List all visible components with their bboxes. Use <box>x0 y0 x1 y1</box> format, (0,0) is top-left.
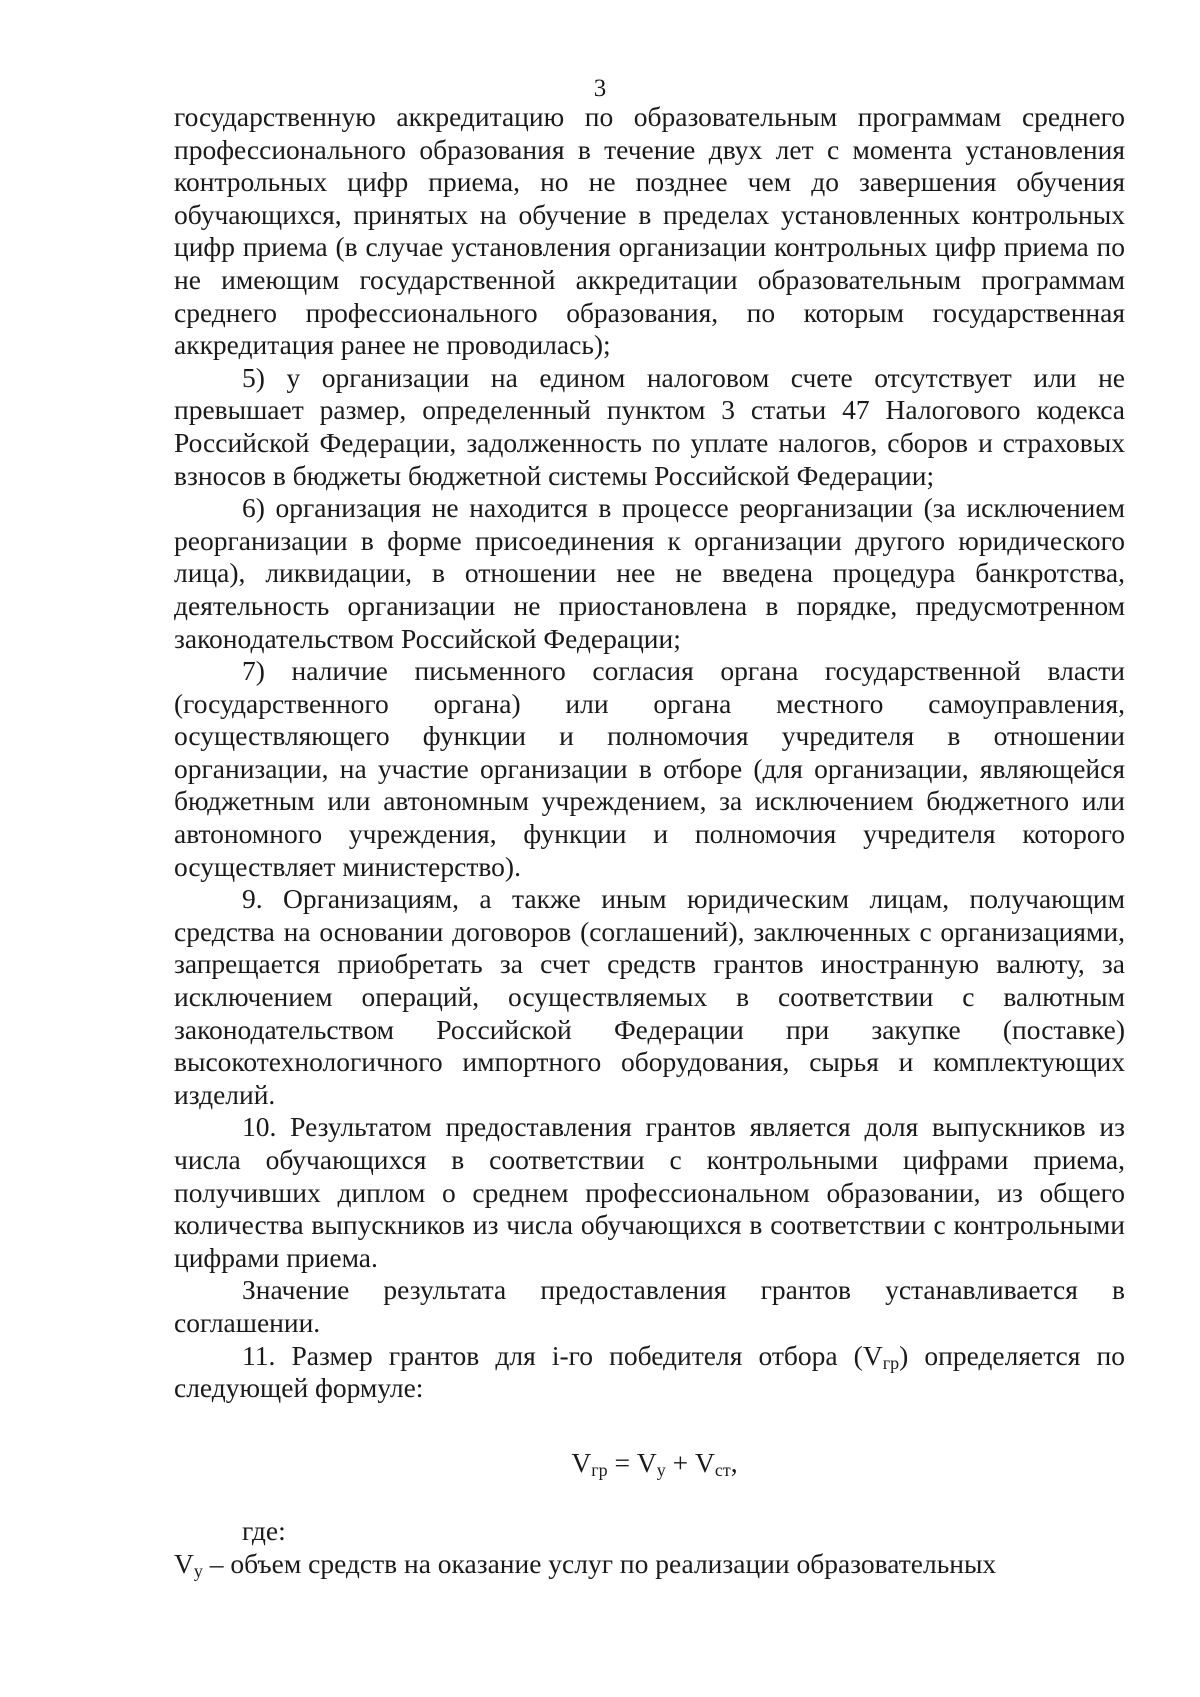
paragraph-result-value: Значение результата предоставления грантов устанавливается в соглашении. <box>174 1274 1125 1338</box>
paragraph-clause-10: 10. Результатом предоставления грантов является доля выпускников из числа обучающихся в соответствии с контрольными цифрами приема, получивших диплом о среднем профессиональном образовании, из общего количества выпускников из числа обучающихся в соответствии с контрольными цифрами приема. <box>174 1111 1125 1273</box>
formula-term-2: V <box>695 1446 715 1478</box>
page-number: 3 <box>593 75 607 102</box>
formula-plus: + <box>665 1446 696 1478</box>
document-body <box>174 101 1125 1581</box>
formula-equals: = <box>607 1446 637 1478</box>
paragraph-clause-9: 9. Организациям, а также иным юридическим лицам, получающим средства на основании договоров (соглашений), заключенных с организациями, запрещается приобретать за счет средств грантов иностранную валюту, за исключением операций, осуществляемых в соответствии с валютным законодательством Российской Федерации при закупке (поставке) высокотехнологичного импортного оборудования, сырья и комплектующих изделий. <box>174 883 1125 1110</box>
paragraph-item-5: 5) у организации на едином налоговом счете отсутствует или не превышает размер, определенный пунктом 3 статьи 47 Налогового кодекса Российской Федерации, задолженность по уплате налогов, сборов и страховых взносов в бюджеты бюджетной системы Российской Федерации; <box>174 361 1125 491</box>
formula-term-2-sub: ст <box>714 1459 731 1480</box>
grant-formula <box>174 1447 1125 1480</box>
vy-variable: V <box>174 1547 194 1579</box>
where-label: где: <box>242 1515 286 1547</box>
clause-11-text-end: ) определяется по следующей формуле: <box>174 1339 1125 1404</box>
clause-11-subscript: гр <box>882 1352 900 1373</box>
formula-lhs-sub: гр <box>591 1459 608 1480</box>
clause-11-text-start: 11. Размер грантов для i-го победителя отбора (V <box>242 1339 883 1371</box>
vy-subscript: у <box>193 1560 203 1581</box>
formula-lhs: V <box>571 1446 592 1478</box>
paragraph-item-7: 7) наличие письменного согласия органа государственной власти (государственного органа) или органа местного самоуправления, осуществляющего функции и полномочия учредителя в отношении организации, на участие организации в отборе (для организации, являющейся бюджетным или автономным учреждением, за исключением бюджетного или автономного учреждения, функции и полномочия учредителя которого осуществляет министерство). <box>174 655 1125 882</box>
paragraph-continuation: государственную аккредитацию по образовательным программам среднего профессионального образования в течение двух лет с момента установления контрольных цифр приема, но не позднее чем до завершения обучения обучающихся, принятых на обучение в пределах установленных контрольных цифр приема (в случае установления организации контрольных цифр приема по не имеющим государственной аккредитации образовательным программам среднего профессионального образования, по которым государственная аккредитация ранее не проводилась); <box>174 101 1125 361</box>
variable-definition-vy <box>174 1548 1125 1581</box>
formula-tail: , <box>730 1446 738 1478</box>
vy-definition-text: – объем средств на оказание услуг по реализации образовательных <box>202 1547 997 1579</box>
paragraph-item-6: 6) организация не находится в процессе реорганизации (за исключением реорганизации в форме присоединения к организации другого юридического лица), ликвидации, в отношении нее не введена процедура банкротства, деятельность организации не приостановлена в порядке, предусмотренном законодательством Российской Федерации; <box>174 492 1125 654</box>
formula-term-1-sub: у <box>656 1459 666 1480</box>
paragraph-clause-11 <box>174 1340 1125 1405</box>
formula-term-1: V <box>636 1446 657 1478</box>
